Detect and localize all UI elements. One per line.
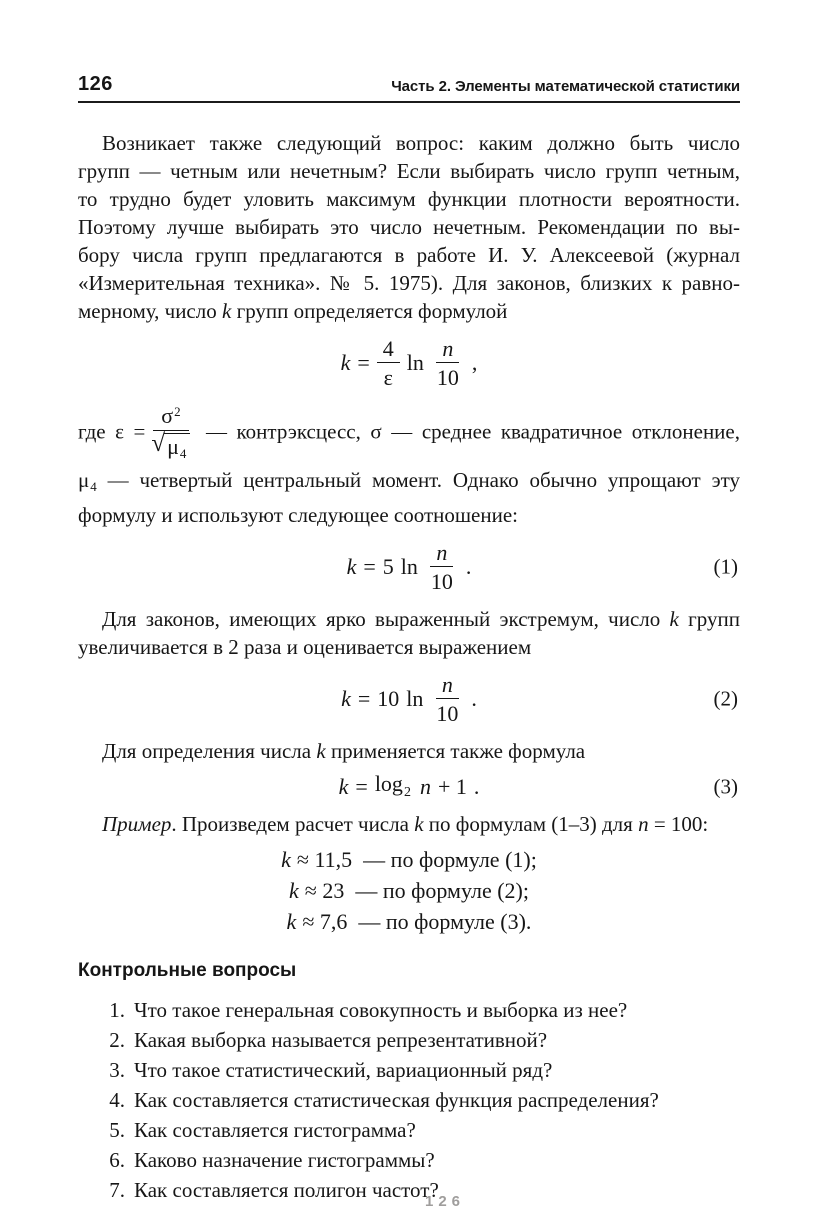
result-caption: — по формуле (1); (363, 847, 537, 872)
text-segment: применяется также формула (325, 739, 586, 763)
question-item (98, 1025, 740, 1055)
question-text: Какая выборка называется репрезентативной? (134, 1028, 548, 1052)
equation-body (341, 673, 477, 725)
equals-sign: = (363, 554, 376, 579)
math-var-k: k (414, 812, 424, 836)
fraction-numerator: n (436, 673, 459, 699)
question-number: 4. (109, 1088, 125, 1112)
question-text: Что такое статистический, вариационный ряд? (134, 1058, 553, 1082)
question-number: 6. (109, 1148, 125, 1172)
text-line: то трудно будет уловить максимум функции плотности вероятности. (78, 187, 740, 211)
math-var-k: k (341, 686, 351, 711)
punctuation: , (471, 350, 478, 375)
result-caption: — по формуле (3). (358, 909, 532, 934)
punctuation: . (473, 773, 480, 799)
fraction-4-over-epsilon (377, 337, 400, 389)
example-word: Пример (102, 812, 172, 836)
text-line: формулу и используют следующее соотношение: (78, 503, 519, 527)
log-label: log (374, 771, 403, 796)
coefficient: 10 (377, 686, 400, 711)
result-value: ≈ 7,6 (302, 909, 348, 934)
paragraph-intro (78, 129, 740, 325)
example-results (78, 844, 740, 937)
fraction-numerator: n (436, 337, 459, 363)
paragraph-kontrexcess (78, 401, 740, 529)
fraction-denominator: ε (383, 365, 393, 390)
question-number: 1. (109, 998, 125, 1022)
text-line-with-fraction (78, 401, 740, 466)
punctuation: . (471, 686, 477, 711)
math-var-n: n (638, 812, 649, 836)
equation-2 (78, 667, 740, 731)
text-line: бору числа групп предлагаются в работе И. У. Алексеевой (журнал (78, 243, 740, 267)
math-var-k: k (340, 350, 351, 375)
equation-number: (2) (713, 686, 738, 711)
example-result-line (78, 875, 740, 906)
fraction-denominator: 10 (436, 365, 459, 390)
fraction-numerator (153, 401, 188, 431)
math-var-mu: μ (78, 468, 90, 492)
example-intro (78, 810, 740, 838)
equation-body (341, 337, 478, 389)
footer-page-number: 126 (424, 1193, 466, 1210)
text-line: групп — четным или нечетным? Если выбирать число групп четным, (78, 159, 740, 183)
text-segment: = 100: (648, 812, 709, 836)
equals-sign: = (357, 686, 371, 711)
plus-one: + 1 (437, 773, 467, 799)
math-var-k: k (222, 299, 232, 323)
question-number: 7. (109, 1178, 125, 1202)
text-line (78, 297, 740, 325)
ln-operator: ln (406, 350, 424, 375)
fraction-denominator: 10 (430, 569, 453, 594)
paragraph-also-formula (78, 737, 740, 765)
coefficient: 5 (382, 554, 394, 579)
equals-sign: = (133, 419, 146, 444)
math-var-k: k (338, 773, 349, 799)
math-var-k: k (281, 847, 291, 872)
result-value: ≈ 23 (304, 878, 345, 903)
math-var-n: n (419, 773, 431, 799)
question-text: Как составляется гистограмма? (134, 1118, 416, 1142)
footer-page-number-cut (424, 1193, 466, 1210)
text-line: Поэтому лучше выбирать это число нечетным. Рекомендации по вы- (78, 215, 740, 239)
question-text: Как составляется статистическая функция распределения? (134, 1088, 659, 1112)
question-item (98, 1145, 740, 1175)
text-line: «Измерительная техника». № 5. 1975). Для законов, близких к равно- (78, 271, 740, 295)
math-var-k: k (288, 878, 299, 903)
question-number: 2. (109, 1028, 125, 1052)
math-var-sigma: σ (161, 403, 174, 428)
ln-operator: ln (406, 686, 424, 711)
text-line (78, 605, 740, 633)
math-var-k: k (286, 909, 297, 934)
text-segment: групп (678, 607, 740, 631)
math-var-epsilon: ε (115, 419, 124, 444)
text-segment: Для определения числа (102, 739, 317, 763)
subscript-4: 4 (179, 446, 187, 461)
fraction-numerator: n (430, 541, 453, 567)
text-segment: мерному, число (78, 299, 222, 323)
text-segment: по формулам (1–3) для (423, 812, 639, 836)
fraction-denominator (151, 431, 190, 466)
punctuation: . (465, 554, 472, 579)
question-item (98, 1175, 740, 1205)
log-base-2: 2 (403, 785, 411, 800)
question-list (78, 995, 740, 1205)
running-title: Часть 2. Элементы математической статистики (391, 78, 740, 95)
question-text: Как составляется полигон частот? (134, 1178, 439, 1202)
question-text: Что такое генеральная совокупность и выборка из нее? (134, 998, 628, 1022)
text-segment: Для законов, имеющих ярко выраженный экстремум, число (102, 607, 670, 631)
math-var-mu: μ (167, 434, 179, 459)
example-block (78, 810, 740, 937)
equation-1 (78, 535, 740, 599)
question-number: 5. (109, 1118, 125, 1142)
question-item (98, 1115, 740, 1145)
text-line: Возникает также следующий вопрос: каким должно быть число (102, 131, 740, 155)
paragraph-extremum (78, 605, 740, 661)
subscript-4: 4 (90, 479, 97, 494)
fraction-n-over-10 (425, 541, 459, 593)
text-segment: . Произведем расчет числа (171, 812, 415, 836)
page-number: 126 (78, 73, 113, 95)
question-number: 3. (109, 1058, 125, 1082)
fraction-sigma2-over-sqrt-mu4 (151, 401, 190, 466)
equation-number: (1) (713, 554, 738, 579)
fraction-numerator: 4 (377, 337, 400, 363)
text-segment: групп определяется формулой (231, 299, 508, 323)
equation-body (339, 773, 480, 800)
text-segment: — четвертый центральный момент. Однако обычно упрощают эту (96, 468, 740, 492)
text-line: увеличивается в 2 раза и оценивается выражением (78, 635, 532, 659)
page-header (78, 74, 740, 103)
math-var-k: k (346, 554, 357, 579)
equals-sign: = (355, 773, 368, 799)
log-operator (375, 773, 413, 800)
example-result-line (78, 844, 740, 875)
ln-operator: ln (400, 554, 418, 579)
math-var-k: k (669, 607, 679, 631)
equals-sign: = (357, 350, 370, 375)
result-caption: — по формуле (2); (355, 878, 529, 903)
exponent-2: 2 (174, 404, 181, 419)
question-text: Каково назначение гистограммы? (134, 1148, 435, 1172)
text-segment: где (78, 419, 116, 444)
fraction-n-over-10 (431, 337, 465, 389)
text-segment: — контрэксцесс, σ — среднее квадратичное отклонение, (196, 419, 740, 444)
section-heading: Контрольные вопросы (78, 960, 297, 981)
math-var-k: k (316, 739, 326, 763)
radical-sign: √ (151, 430, 166, 457)
fraction-n-over-10 (430, 673, 464, 725)
equation-unnumbered (78, 331, 740, 395)
example-result-line (78, 906, 740, 937)
fraction-denominator: 10 (436, 701, 459, 726)
question-item (98, 1085, 740, 1115)
equation-body (347, 541, 472, 593)
equation-3 (78, 771, 740, 802)
question-item (98, 995, 740, 1025)
radicand-mu4 (164, 433, 190, 466)
page-body (78, 129, 740, 1205)
text-line (78, 466, 740, 501)
equation-number: (3) (713, 774, 738, 798)
result-value: ≈ 11,5 (296, 847, 353, 872)
question-item (98, 1055, 740, 1085)
